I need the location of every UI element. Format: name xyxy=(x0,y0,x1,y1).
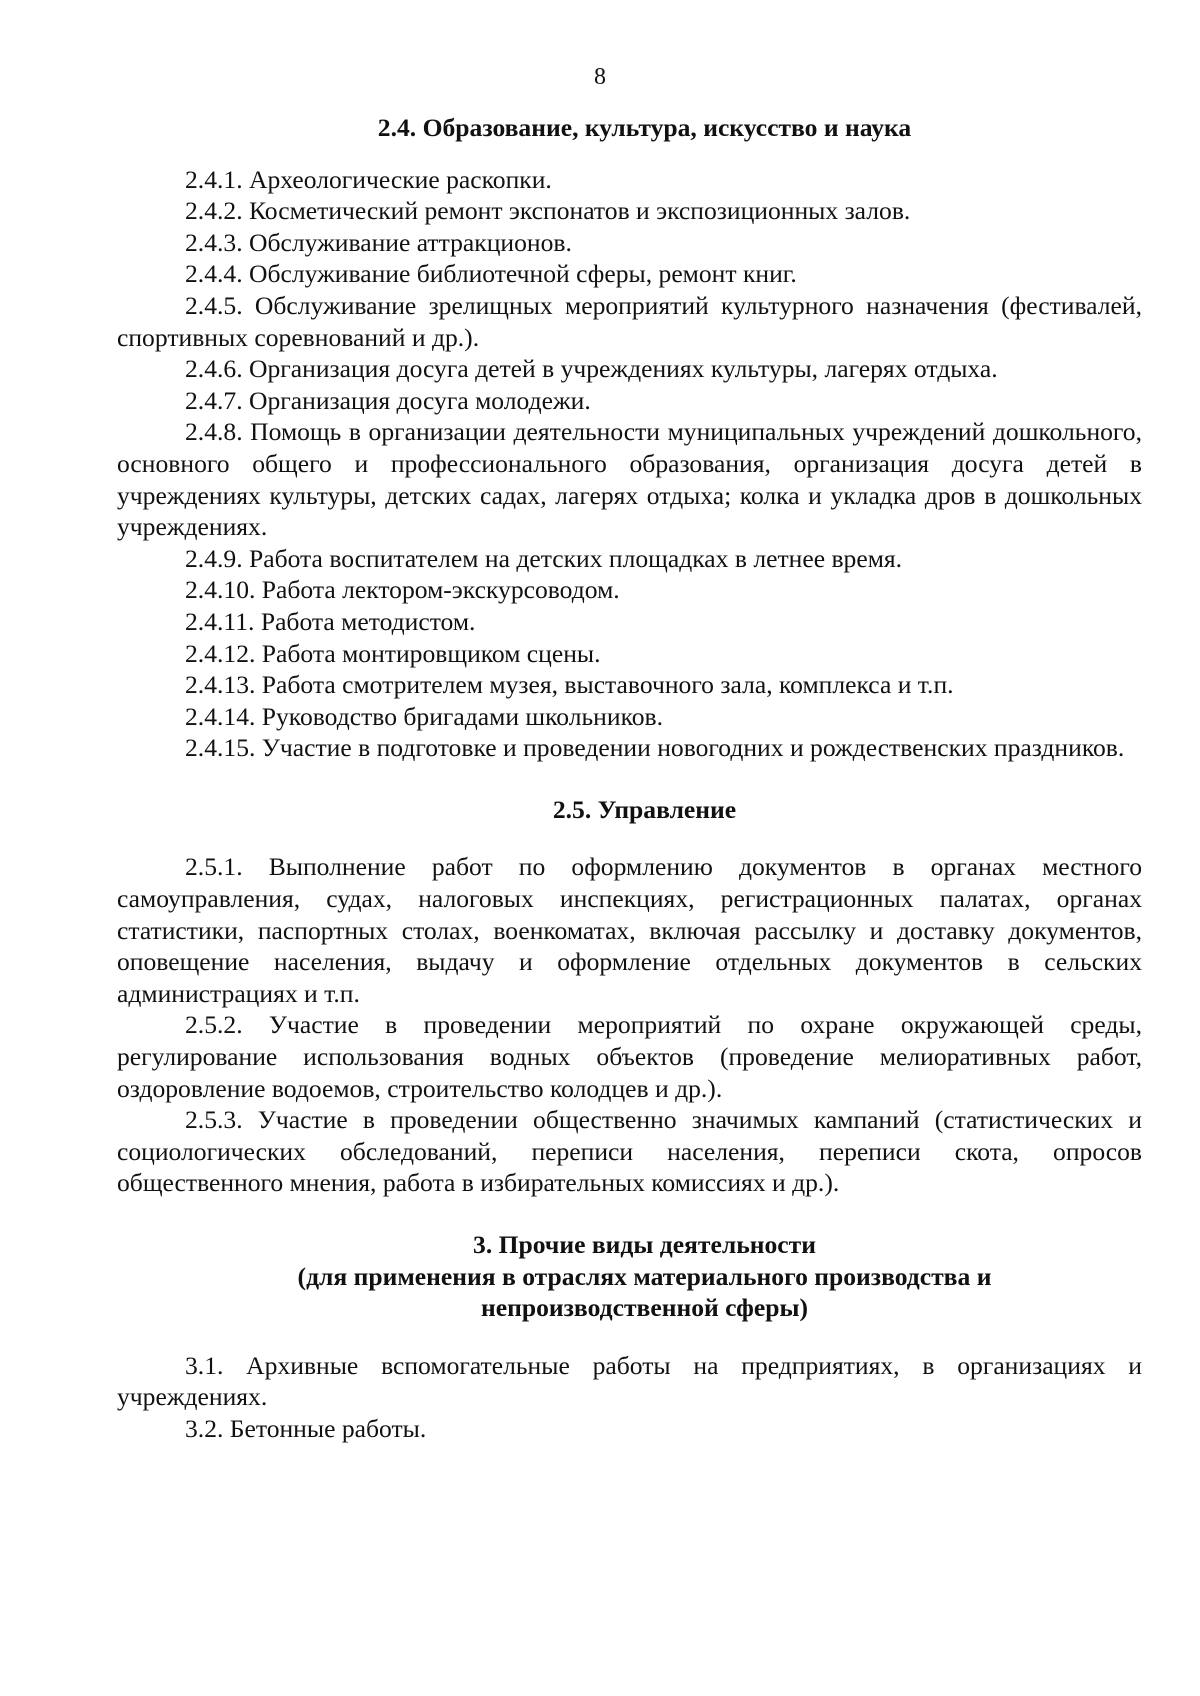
document-body xyxy=(117,112,1142,1445)
list-item: 2.4.13. Работа смотрителем музея, выставочного зала, комплекса и т.п. xyxy=(185,670,954,700)
section-title-line: 3. Прочие виды деятельности xyxy=(473,1230,816,1259)
section-title-line: (для применения в отраслях материального производства и xyxy=(297,1261,992,1291)
list-item: 3.2. Бетонные работы. xyxy=(185,1413,427,1443)
list-item: 2.4.14. Руководство бригадами школьников. xyxy=(185,701,663,731)
section-title: 2.5. Управление xyxy=(552,794,737,824)
section-3 xyxy=(117,1229,1142,1445)
section-items xyxy=(117,164,1142,764)
list-item: 2.4.7. Организация досуга молодежи. xyxy=(185,385,591,415)
list-item: 2.4.11. Работа методистом. xyxy=(185,606,476,636)
list-item: 2.4.12. Работа монтировщиком сцены. xyxy=(185,638,601,668)
list-item: 2.4.1. Археологические раскопки. xyxy=(185,164,552,194)
page-number: 8 xyxy=(594,64,606,90)
list-item: 2.4.10. Работа лектором-экскурсоводом. xyxy=(185,575,620,605)
section-title: 2.4. Образование, культура, искусство и наука xyxy=(377,113,912,142)
list-item: 2.4.5. Обслуживание зрелищных мероприятий культурного назначения (фестивалей, спортивных соревнований и др.). xyxy=(117,290,1142,352)
list-item: 2.4.3. Обслуживание аттракционов. xyxy=(185,227,572,257)
list-item: 2.4.4. Обслуживание библиотечной сферы, ремонт книг. xyxy=(185,259,797,289)
section-2-4 xyxy=(117,112,1142,764)
list-item: 2.5.2. Участие в проведении мероприятий по охране окружающей среды, регулирование использования водных объектов (проведение мелиоративных работ, оздоровление водоемов, строительство колодцев и др.). xyxy=(117,1010,1142,1103)
list-item: 2.5.3. Участие в проведении общественно значимых кампаний (статистических и социологических обследований, переписи населения, переписи скота, опросов общественного мнения, работа в избирательных комиссиях и др.). xyxy=(117,1105,1142,1198)
list-item: 3.1. Архивные вспомогательные работы на предприятиях, в организациях и учреждениях. xyxy=(117,1350,1142,1412)
section-title xyxy=(117,1229,1142,1324)
list-item: 2.4.2. Косметический ремонт экспонатов и экспозиционных залов. xyxy=(185,196,911,226)
section-items xyxy=(117,851,1142,1199)
list-item: 2.5.1. Выполнение работ по оформлению документов в органах местного самоуправления, судах, налоговых инспекциях, регистрационных палатах, органах статистики, паспортных столах, военкоматах, включая рассылку и доставку документов, оповещение населения, выдачу и оформление отдельных документов в сельских администрациях и т.п. xyxy=(117,852,1142,1008)
list-item: 2.4.9. Работа воспитателем на детских площадках в летнее время. xyxy=(185,543,903,573)
list-item: 2.4.8. Помощь в организации деятельности муниципальных учреждений дошкольного, основного общего и профессионального образования, организация досуга детей в учреждениях культуры, детских садах, лагерях отдыха; колка и укладка дров в дошкольных учреждениях. xyxy=(117,417,1142,542)
section-2-5 xyxy=(117,794,1142,1199)
list-item: 2.4.6. Организация досуга детей в учреждениях культуры, лагерях отдыха. xyxy=(185,354,998,384)
list-item: 2.4.15. Участие в подготовке и проведении новогодних и рождественских праздников. xyxy=(185,733,1125,763)
section-items xyxy=(117,1350,1142,1445)
section-title-line: непроизводственной сферы) xyxy=(481,1293,808,1323)
